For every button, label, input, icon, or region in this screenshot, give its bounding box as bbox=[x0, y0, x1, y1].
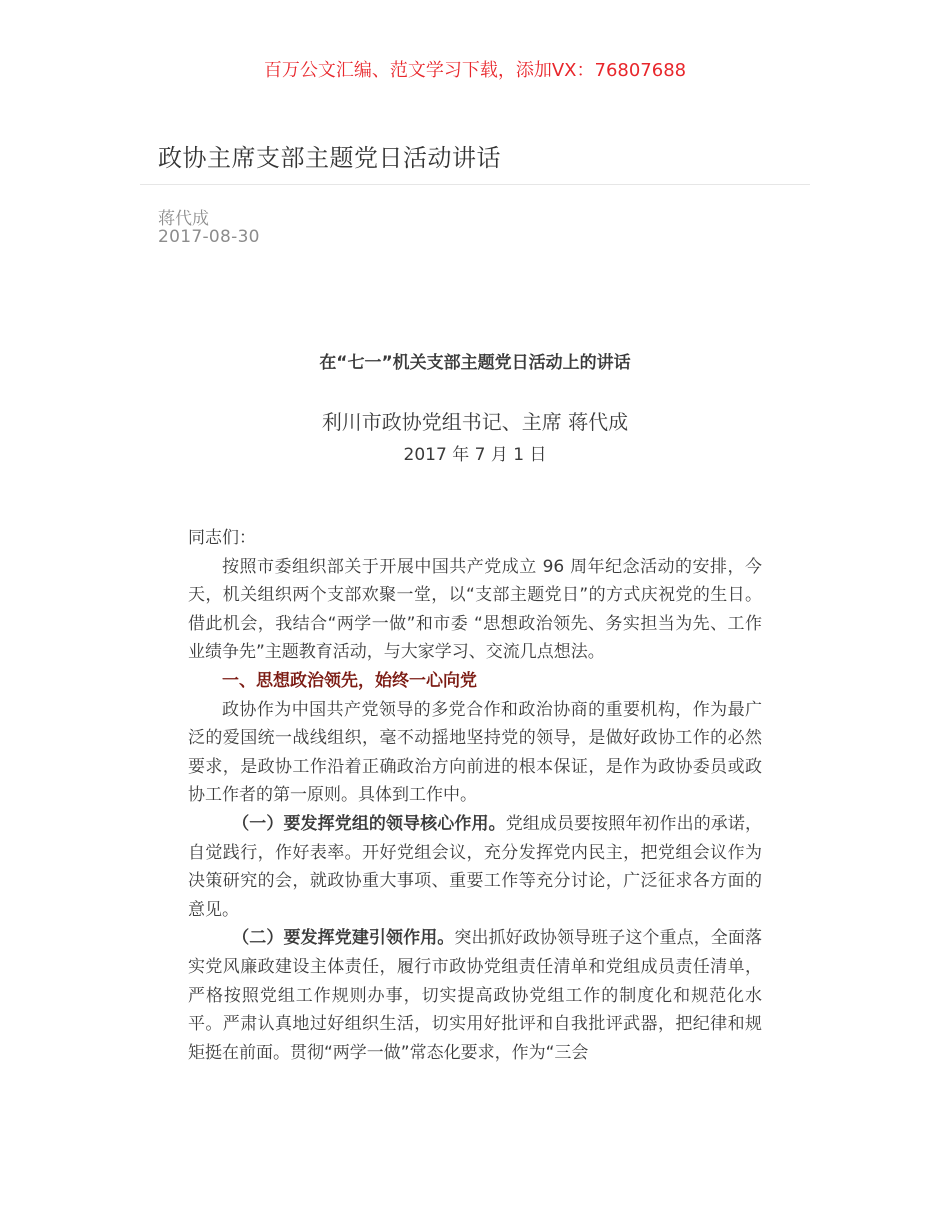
point-1-body: 党组成员要按照年初作出的承诺，自觉践行，作好表率。开好党组会议，充分发挥党内民主，把党组会议作为决策研究的会，就政协重大事项、重要工作等充分讨论，广泛征求各方面的意见。 bbox=[188, 813, 762, 920]
salutation: 同志们： bbox=[188, 528, 256, 548]
article-author: 蒋代成 bbox=[158, 209, 209, 229]
title-divider bbox=[140, 184, 810, 185]
article-date: 2017-08-30 bbox=[158, 227, 260, 247]
section-1-paragraph: 政协作为中国共产党领导的多党合作和政治协商的重要机构，作为最广泛的爱国统一战线组织，毫不动摇地坚持党的领导，是做好政协工作的必然要求，是政协工作沿着正确政治方向前进的根本保证，是作为政协委员或政协工作者的第一原则。具体到工作中。 bbox=[188, 699, 762, 806]
speech-speaker: 利川市政协党组书记、主席 蒋代成 bbox=[321, 410, 629, 434]
point-1-paragraph bbox=[188, 810, 762, 924]
point-1-lead: （一）要发挥党组的领导核心作用。 bbox=[232, 813, 506, 834]
point-2-paragraph bbox=[188, 924, 762, 1067]
article-title: 政协主席支部主题党日活动讲话 bbox=[158, 144, 501, 172]
point-2-lead: （二）要发挥党建引领作用。 bbox=[232, 928, 455, 949]
point-2-body: 突出抓好政协领导班子这个重点，全面落实党风廉政建设主体责任，履行市政协党组责任清单和党组成员责任清单，严格按照党组工作规则办事，切实提高政协党组工作的制度化和规范化水平。严肃认真地过好组织生活，切实用好批评和自我批评武器，把纪律和规矩挺在前面。贯彻“两学一做”常态化要求，作为“三会 bbox=[188, 928, 762, 1063]
intro-paragraph: 按照市委组织部关于开展中国共产党成立 96 周年纪念活动的安排，今天，机关组织两个支部欢聚一堂，以“支部主题党日”的方式庆祝党的生日。借此机会，我结合“两学一做”和市委 “思想政治领先、务实担当为先、工作业绩争先”主题教育活动，与大家学习、交流几点想法。 bbox=[188, 556, 762, 663]
speech-body bbox=[188, 524, 762, 1067]
promo-banner: 百万公文汇编、范文学习下载，添加VX：76807688 bbox=[263, 60, 687, 81]
speech-date: 2017 年 7 月 1 日 bbox=[403, 445, 547, 465]
speech-title: 在“七一”机关支部主题党日活动上的讲话 bbox=[319, 353, 631, 373]
section-heading-1: 一、思想政治领先，始终一心向党 bbox=[222, 670, 477, 691]
